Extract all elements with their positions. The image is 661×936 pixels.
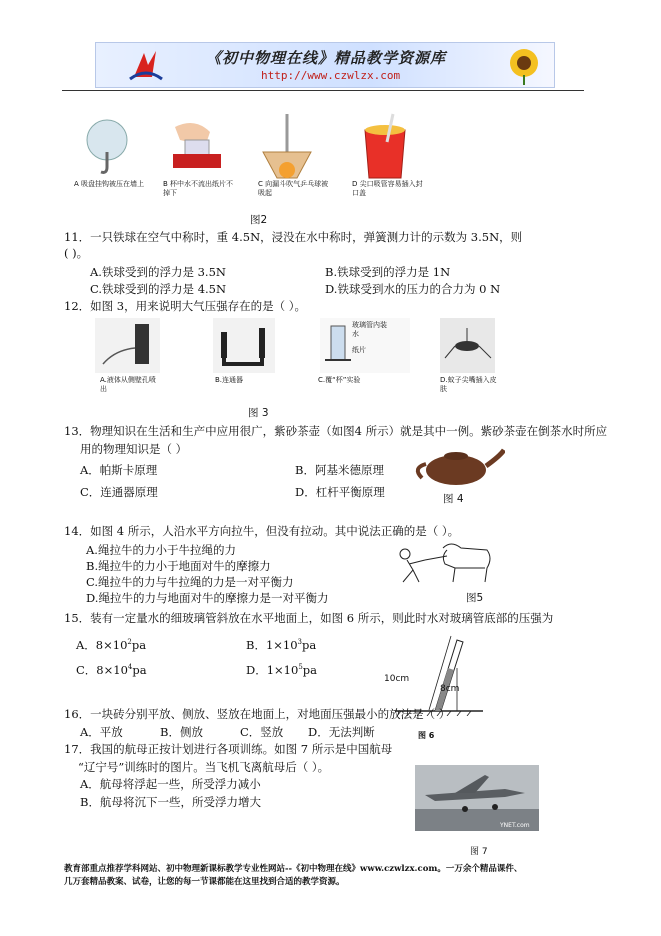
bottle-jet-icon bbox=[95, 318, 160, 373]
fig6-caption: 图 6 bbox=[418, 731, 435, 740]
fig6-label-10cm: 10cm bbox=[384, 674, 410, 684]
figure-3-images bbox=[95, 318, 495, 373]
straw-cup-icon bbox=[365, 114, 405, 178]
fig7-caption: 图 7 bbox=[470, 847, 488, 857]
q11-stem-2: ( )。 bbox=[64, 246, 89, 260]
header-banner bbox=[95, 42, 555, 88]
q14-option-c: C.绳拉牛的力与牛拉绳的力是一对平衡力 bbox=[86, 575, 294, 589]
fig2-panel-d: D 尖口吸管容易插入封口盖 bbox=[352, 180, 423, 197]
tilted-tube-diagram bbox=[395, 628, 485, 716]
q14-option-d: D.绳拉牛的力与地面对牛的摩擦力是一对平衡力 bbox=[86, 591, 329, 605]
q13-option-a: A．帕斯卡原理 bbox=[80, 463, 158, 477]
fig2-caption: 图2 bbox=[250, 214, 268, 226]
footer-line-2: 几万套精品教案、试卷，让您的每一节课都能在这里找到合适的教学资源。 bbox=[64, 877, 345, 887]
q15-option-b: B．$1\times 10^3pa$ bbox=[246, 638, 317, 652]
q13-stem-2: 用的物理知识是（ ） bbox=[80, 442, 188, 456]
fig2-panel-c: C 向漏斗吹气乒乓球被吸起 bbox=[258, 180, 329, 197]
banner-title: 《初中物理在线》精品教学资源库 bbox=[206, 49, 447, 67]
q11-option-d: D.铁球受到水的压力的合力为 0 N bbox=[325, 282, 501, 296]
q14-option-b: B.绳拉牛的力小于地面对牛的摩擦力 bbox=[86, 559, 271, 573]
person-pull-ox-icon bbox=[395, 538, 495, 586]
mosquito-icon bbox=[440, 318, 495, 373]
cup-card-icon bbox=[173, 123, 221, 168]
q16-option-a: A．平放 bbox=[80, 725, 123, 739]
header-rule bbox=[62, 90, 584, 91]
q13-option-d: D．杠杆平衡原理 bbox=[295, 485, 385, 499]
footer-line-1: 教育部重点推荐学科网站、初中物理新课标教学专业性网站--《初中物理在线》www.czwlzx.com。一万余个精品课件、 bbox=[64, 864, 523, 874]
fig3-panel-c: C.覆“杯”实验 bbox=[318, 376, 361, 384]
suction-hook-icon bbox=[87, 120, 127, 172]
q14-stem: 14．如图 4 所示，人沿水平方向拉牛，但没有拉动。其中说法正确的是（ ）。 bbox=[64, 524, 460, 538]
q12-stem: 12．如图 3，用来说明大气压强存在的是（ ）。 bbox=[64, 299, 307, 313]
banner-url: http://www.czwlzx.com bbox=[261, 69, 401, 82]
q11-option-a: A.铁球受到的浮力是 3.5N bbox=[90, 265, 226, 279]
q11-option-c: C.铁球受到的浮力是 4.5N bbox=[90, 282, 227, 296]
q13-stem: 13．物理知识在生活和生产中应用很广，紫砂茶壶（如图4 所示）就是其中一例。紫砂茶壶在倒茶水时所应 bbox=[64, 424, 608, 438]
ynet-watermark: YNET.com bbox=[500, 822, 530, 829]
fig3-panel-d: D.蚊子尖嘴插入皮肤 bbox=[440, 376, 497, 393]
q16-stem: 16．一块砖分别平放、侧放、竖放在地面上，对地面压强最小的放法是（ ） bbox=[64, 707, 451, 721]
connected-vessel-icon bbox=[213, 318, 275, 373]
fig3-caption: 图 3 bbox=[248, 407, 269, 419]
q13-option-b: B．阿基米德原理 bbox=[295, 463, 384, 477]
fig3-label-paper: 纸片 bbox=[352, 346, 366, 354]
q16-option-c: C．竖放 bbox=[240, 725, 284, 739]
teapot-icon bbox=[410, 442, 505, 488]
fig5-caption: 图5 bbox=[466, 592, 484, 604]
fig2-panel-a: A 吸盘挂钩被压在墙上 bbox=[74, 180, 145, 188]
fig3-panel-a: A.液体从侧壁孔喷出 bbox=[100, 376, 156, 393]
sunflower-icon bbox=[498, 45, 552, 85]
q17-stem-2: “辽宁号”训练时的图片。当飞机飞离航母后（ ）。 bbox=[78, 760, 330, 774]
q16-option-b: B．侧放 bbox=[160, 725, 203, 739]
q17-option-b: B．航母将沉下一些，所受浮力增大 bbox=[80, 795, 261, 809]
fig2-panel-b: B 杯中水不流出纸片不掉下 bbox=[163, 180, 234, 197]
q17-option-a: A．航母将浮起一些，所受浮力减小 bbox=[80, 777, 261, 791]
q14-option-a: A.绳拉牛的力小于牛拉绳的力 bbox=[86, 543, 236, 557]
fig3-label-tube: 玻璃管内装水 bbox=[352, 321, 387, 338]
fig6-label-8cm: 8cm bbox=[440, 684, 460, 694]
q15-option-a: A．$8\times 10^2pa$ bbox=[76, 638, 147, 652]
q13-option-c: C．连通器原理 bbox=[80, 485, 158, 499]
q11-stem: 11．一只铁球在空气中称时，重 4.5N，浸没在水中称时，弹簧测力计的示数为 3.5N，则 bbox=[64, 230, 523, 244]
q15-stem: 15．装有一定量水的细玻璃管斜放在水平地面上，如图 6 所示，则此时水对玻璃管底部的压强为 bbox=[64, 611, 554, 625]
q15-option-d: D．$1\times 10^5pa$ bbox=[246, 663, 317, 677]
q16-option-d: D．无法判断 bbox=[308, 725, 375, 739]
fig3-panel-b: B.连通器 bbox=[215, 376, 244, 384]
fig4-caption: 图 4 bbox=[443, 493, 464, 505]
q11-option-b: B.铁球受到的浮力是 1N bbox=[325, 265, 451, 279]
q17-stem: 17．我国的航母正按计划进行各项训练。如图 7 所示是中国航母 bbox=[64, 742, 393, 756]
funnel-ball-icon bbox=[263, 114, 311, 178]
q15-option-c: C．$8\times 10^4pa$ bbox=[76, 663, 147, 677]
logo-icon bbox=[126, 47, 166, 83]
